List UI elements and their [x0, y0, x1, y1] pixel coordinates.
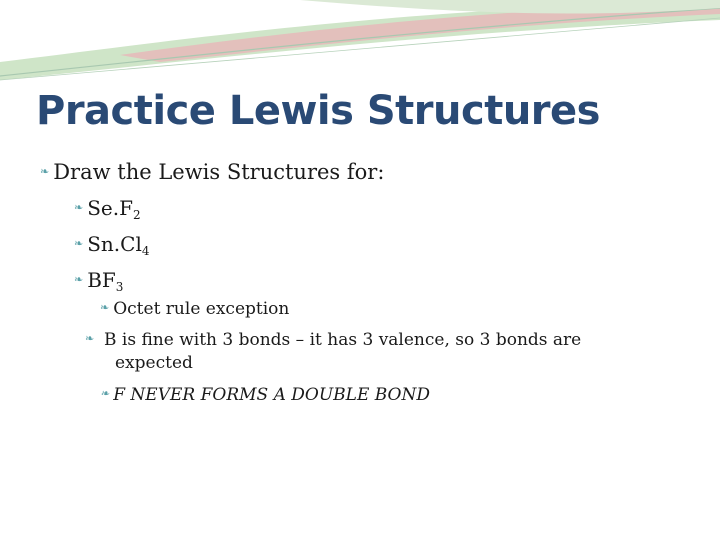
intro-text: Draw the Lewis Structures for:	[53, 160, 385, 184]
bullet-icon: ❧	[74, 273, 84, 286]
slide-title: Practice Lewis Structures	[36, 88, 600, 134]
bullet-icon: ❧	[74, 201, 84, 214]
note-fluorine-double-bond	[100, 384, 430, 407]
compound-item-bf3	[74, 268, 124, 295]
compound-formula: Sn.Cl	[87, 232, 142, 256]
bullet-icon: ❧	[100, 301, 110, 314]
compound-item-sncl4	[74, 232, 150, 259]
note-boron-bonds: ❧ B is fine with 3 bonds – it has 3 valence, so 3 bonds are expected	[85, 330, 582, 373]
bullet-icon: ❧	[100, 387, 110, 400]
compound-formula: BF	[87, 268, 116, 292]
note-text: Octet rule exception	[113, 299, 290, 319]
compound-item-sef2	[74, 196, 141, 223]
note-text: B is fine with 3 bonds – it has 3 valence, so 3 bonds are expected	[104, 330, 582, 373]
compound-subscript: 4	[141, 244, 150, 259]
bullet-icon: ❧	[74, 237, 84, 250]
compound-formula: Se.F	[87, 196, 133, 220]
note-text: F NEVER FORMS A DOUBLE BOND	[113, 385, 431, 405]
compound-subscript: 3	[115, 280, 124, 295]
bullet-icon: ❧	[40, 165, 50, 178]
compound-subscript: 2	[133, 208, 141, 223]
header-swoosh-decoration	[0, 0, 720, 90]
intro-item	[40, 160, 384, 184]
note-octet-exception	[100, 298, 289, 321]
